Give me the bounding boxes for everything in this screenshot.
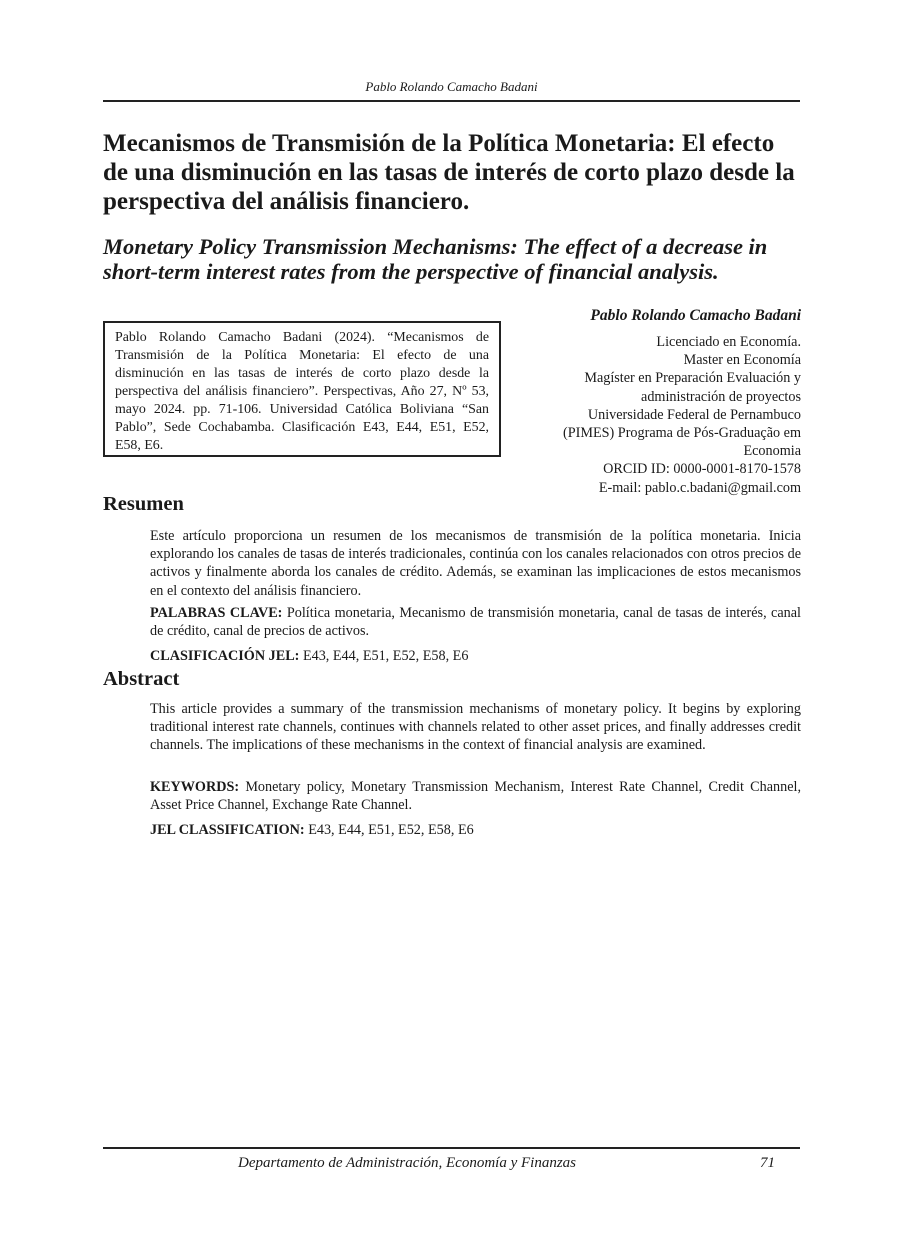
email-line: E-mail: pablo.c.badani@gmail.com: [598, 479, 801, 496]
jel-codes-en: E43, E44, E51, E52, E58, E6: [304, 822, 474, 838]
affiliation-line: Licenciado en Economía.: [656, 334, 801, 350]
abstract-keywords: [150, 778, 801, 814]
affiliation-line: administración de proyectos: [641, 388, 801, 405]
resumen-keywords: [150, 604, 801, 640]
footer-rule: [103, 1147, 800, 1149]
running-header-author: Pablo Rolando Camacho Badani: [365, 79, 538, 94]
header-rule: [103, 100, 800, 102]
keywords-es: Política monetaria, Mecanismo de transmisión monetaria, canal de tasas de interés, canal de crédito, canal de precios de activos.: [150, 605, 801, 640]
author-name: Pablo Rolando Camacho Badani: [590, 307, 801, 324]
keywords-label-es: PALABRAS CLAVE:: [150, 605, 283, 621]
keywords-en: Monetary policy, Monetary Transmission Mechanism, Interest Rate Channel, Credit Channel, Asset Price Channel, Exchange Rate Channel.: [150, 779, 801, 814]
title-english: Monetary Policy Transmission Mechanisms: The effect of a decrease in short-term interest rates from the perspective of financial analysis.: [103, 234, 768, 284]
jel-codes-es: E43, E44, E51, E52, E58, E6: [299, 648, 469, 664]
title-spanish: Mecanismos de Transmisión de la Política Monetaria: El efecto de una disminución en las tasas de interés de corto plazo desde la perspectiva del análisis financiero.: [103, 130, 795, 215]
resumen-jel: [150, 647, 801, 665]
abstract-jel: [150, 821, 801, 839]
footer-department: Departamento de Administración, Economía y Finanzas: [237, 1155, 577, 1171]
jel-label-en: JEL CLASSIFICATION:: [150, 822, 305, 838]
jel-label-es: CLASIFICACIÓN JEL:: [150, 648, 300, 664]
citation-box: Pablo Rolando Camacho Badani (2024). “Mecanismos de Transmisión de la Política Monetaria: El efecto de una disminución en las tasas de interés de corto plazo desde la perspectiva del análisis financiero”. Perspectivas, Año 27, Nº 53, mayo 2024. pp. 71-106. Universidad Católica Boliviana “San Pablo”, Sede Cochabamba. Clasificación E43, E44, E51, E52, E58, E6.: [103, 321, 501, 457]
affiliation-line: Master en Economía: [683, 352, 801, 369]
resumen-heading: Resumen: [103, 493, 184, 515]
abstract-heading: Abstract: [103, 668, 180, 690]
affiliation-line: Economia: [743, 443, 801, 460]
affiliation-line: (PIMES) Programa de Pós-Graduação em: [563, 425, 801, 442]
page-number: 71: [760, 1155, 775, 1171]
author-affiliation: [500, 333, 801, 497]
affiliation-line: Universidade Federal de Pernambuco: [587, 406, 801, 423]
resumen-body: Este artículo proporciona un resumen de los mecanismos de transmisión de la política monetaria. Inicia explorando los canales de tasas de interés tradicionales, continúa con los canales relacionados con otros precios de activos y finalmente aborda los canales de crédito. Además, se examinan las implicaciones de estos mecanismos en el contexto del análisis financiero.: [150, 528, 801, 599]
orcid-line: ORCID ID: 0000-0001-8170-1578: [603, 461, 801, 478]
abstract-body: This article provides a summary of the transmission mechanisms of monetary policy. It begins by exploring traditional interest rate channels, continues with channels related to other asset prices, and finally addresses credit channels. The implications of these mechanisms in the context of financial analysis are examined.: [150, 701, 801, 754]
keywords-label-en: KEYWORDS:: [150, 779, 240, 795]
affiliation-line: Magíster en Preparación Evaluación y: [584, 370, 801, 387]
